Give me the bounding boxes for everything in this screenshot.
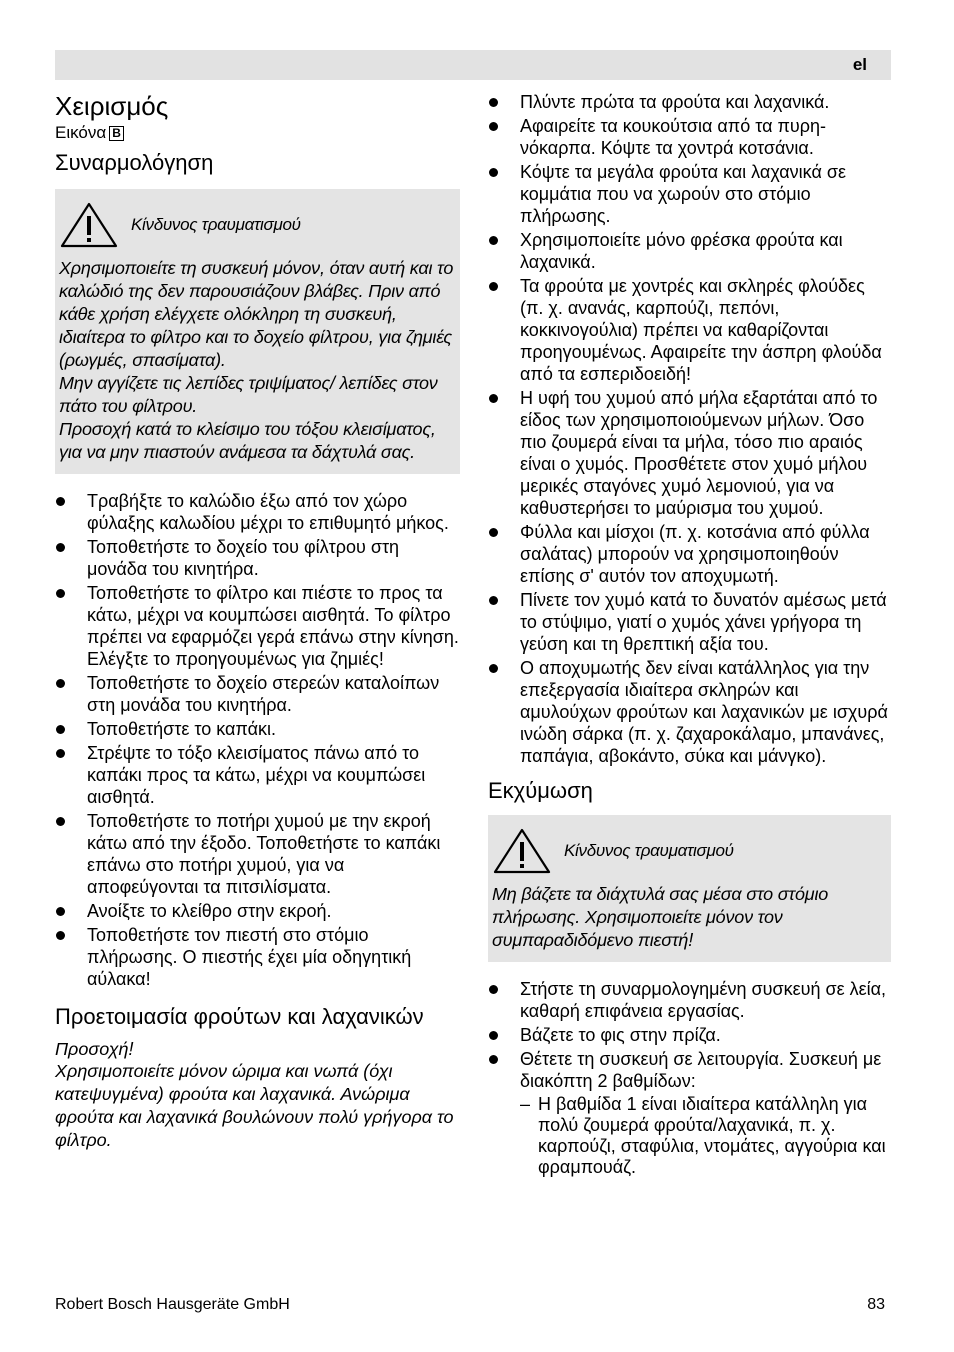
list-item: Πλύντε πρώτα τα φρούτα και λαχανικά. xyxy=(488,91,891,113)
list-item: Χρησιμοποιείτε μόνο φρέσκα φρούτα και λαχανικά. xyxy=(488,229,891,273)
page-title: Χειρισμός xyxy=(55,91,169,121)
list-item: Κόψτε τα μεγάλα φρούτα και λαχανικά σε κομμάτια που να χωρούν στο στόμιο πλήρωσης. xyxy=(488,161,891,227)
list-item: Τοποθετήστε το καπάκι. xyxy=(55,718,460,740)
sub-list xyxy=(488,1094,891,1178)
list-item: Τοποθετήστε το ποτήρι χυμού με την εκροή κάτω από την έξοδο. Τοποθετήστε το καπάκι επάνω στο ποτήρι χυμού, για να αποφεύγονται τα πιτσιλίσματα. xyxy=(55,810,460,898)
list-item: Τοποθετήστε το δοχείο στερεών καταλοίπων στη μονάδα του κινητήρα. xyxy=(55,672,460,716)
dash-list-item: – Η βαθμίδα 1 είναι ιδιαίτερα κατάλληλη για πολύ ζουμερά φρούτα/λαχανικά, π. χ. καρπούζι, σταφύλια, ντομάτες, αγγούρια και φραμπουάζ. xyxy=(520,1094,891,1178)
list-item: Στήστε τη συναρμολογημένη συσκευή σε λεία, καθαρή επιφάνεια εργασίας. xyxy=(488,978,891,1022)
warning-line: Μην αγγίζετε τις λεπίδες τριψίματος/ λεπίδες στον πάτο του φίλτρου. xyxy=(59,373,438,416)
left-column xyxy=(55,90,460,1152)
warning-box xyxy=(488,815,891,962)
list-item: Στρέψτε το τόξο κλεισίματος πάνω από το καπάκι προς τα κάτω, μέχρι να κουμπώσει αισθητά. xyxy=(55,742,460,808)
section-heading-assembly: Συναρμολόγηση xyxy=(55,150,214,175)
right-column xyxy=(488,91,891,1178)
juicing-steps-list xyxy=(488,978,891,1092)
warning-title: Κίνδυνος τραυματισμού xyxy=(131,215,301,234)
list-item: Ανοίξτε το κλείθρο στην εκροή. xyxy=(55,900,460,922)
list-item: Τραβήξτε το καλώδιο έξω από τον χώρο φύλαξης καλωδίου μέχρι το επιθυμητό μήκος. xyxy=(55,490,460,534)
list-item: Θέτετε τη συσκευή σε λειτουργία. Συσκευή με διακόπτη 2 βαθμίδων: xyxy=(488,1048,891,1092)
list-item: Η υφή του χυμού από μήλα εξαρτάται από το είδος των χρησιμοποιούμενων μήλων. Όσο πιο ζουμερά είναι τα μήλα, τόσο πιο αραιός είναι ο χυμός. Προσθέτετε στον χυμό μήλου μερικές σταγόνες χυμό λεμονιού, για να καθυστερήσει το μαύρισμα του χυμού. xyxy=(488,387,891,519)
warning-header xyxy=(59,201,454,249)
footer-company: Robert Bosch Hausgeräte GmbH xyxy=(55,1296,290,1313)
list-item: Τοποθετήστε τον πιεστή στο στόμιο πλήρωσης. Ο πιεστής έχει μία οδηγητική αύλακα! xyxy=(55,924,460,990)
warning-line: Χρησιμοποιείτε τη συσκευή μόνον, όταν αυτή και το καλώδιό της δεν παρουσιάζουν βλάβες. Πριν από κάθε χρήση ελέγχετε ολόκληρη τη συσκευή, ιδιαίτερα το φίλτρο και το δοχείο φίλτρου, για ζημιές (ρωγμές, σπασίματα). xyxy=(59,258,454,370)
figure-label: Εικόνα xyxy=(55,123,107,142)
list-item: Βάζετε το φις στην πρίζα. xyxy=(488,1024,891,1046)
list-item: Ο αποχυμωτής δεν είναι κατάλληλος για την επεξεργασία ιδιαίτερα σκληρών και αμυλούχων φρούτων και λαχανικών με ισχυρά ινώδη σάρκα (π. χ. ζαχαροκάλαμο, μπανάνες, παπάγια, αβοκάντο, σύκα και μάνγκο). xyxy=(488,657,891,767)
warning-title: Κίνδυνος τραυματισμού xyxy=(564,841,734,860)
warning-box xyxy=(55,189,460,474)
list-item: Τοποθετήστε το δοχείο του φίλτρου στη μονάδα του κινητήρα. xyxy=(55,536,460,580)
assembly-steps-list xyxy=(55,490,460,990)
warning-triangle-icon xyxy=(59,201,119,249)
list-item: Πίνετε τον χυμό κατά το δυνατόν αμέσως μετά το στύψιμο, γιατί ο χυμός χάνει γρήγορα τη γεύση και τη θρεπτική αξία του. xyxy=(488,589,891,655)
warning-text xyxy=(59,257,454,464)
header-bar xyxy=(55,50,891,80)
caution-title: Προσοχή! xyxy=(55,1039,134,1059)
warning-text: Μη βάζετε τα διάχτυλά σας μέσα στο στόμιο πλήρωσης. Χρησιμοποιείτε μόνον τον συμπαραδιδόμενο πιεστή! xyxy=(492,884,829,950)
language-code: el xyxy=(852,55,867,74)
caution-text: Χρησιμοποιείτε μόνον ώριμα και νωπά (όχι κατεψυγμένα) φρούτα και λαχανικά. Ανώριμα φρούτα και λαχανικά βουλώνουν πολύ γρήγορα το φίλτρο. xyxy=(55,1061,454,1150)
list-item: Τα φρούτα με χοντρές και σκληρές φλούδες (π. χ. ανανάς, καρπούζι, πεπόνι, κοκκινογούλια) πρέπει να καθαρίζονται προηγουμένως. Αφαιρείτε την άσπρη φλούδα από τα εσπεριδοειδή! xyxy=(488,275,891,385)
list-item: Αφαιρείτε τα κουκούτσια από τα πυρηνόκαρπα. Κόψτε τα χοντρά κοτσάνια. xyxy=(488,115,891,159)
warning-line: Προσοχή κατά το κλείσιμο του τόξου κλεισίματος, για να μην πιαστούν ανάμεσα τα δάχτυλά σας. xyxy=(59,419,436,462)
section-heading-juicing: Εκχύμωση xyxy=(488,778,593,803)
figure-reference xyxy=(55,122,460,143)
figure-letter: B xyxy=(109,126,124,141)
list-item: Τοποθετήστε το φίλτρο και πιέστε το προς τα κάτω, μέχρι να κουμπώσει αισθητά. Το φίλτρο πρέπει να εφαρμόζει γερά επάνω στην κίνηση. Ελέγξτε το προηγουμένως για ζημιές! xyxy=(55,582,460,670)
section-heading-preparation: Προετοιμασία φρούτων και λαχανικών xyxy=(55,1004,424,1029)
warning-header xyxy=(492,827,885,875)
warning-triangle-icon xyxy=(492,827,552,875)
preparation-tips-list xyxy=(488,91,891,767)
list-item: Φύλλα και μίσχοι (π. χ. κοτσάνια από φύλλα σαλάτας) μπορούν να χρησιμοποιηθούν επίσης σ' αυτόν τον αποχυμωτή. xyxy=(488,521,891,587)
page-number: 83 xyxy=(867,1296,885,1313)
